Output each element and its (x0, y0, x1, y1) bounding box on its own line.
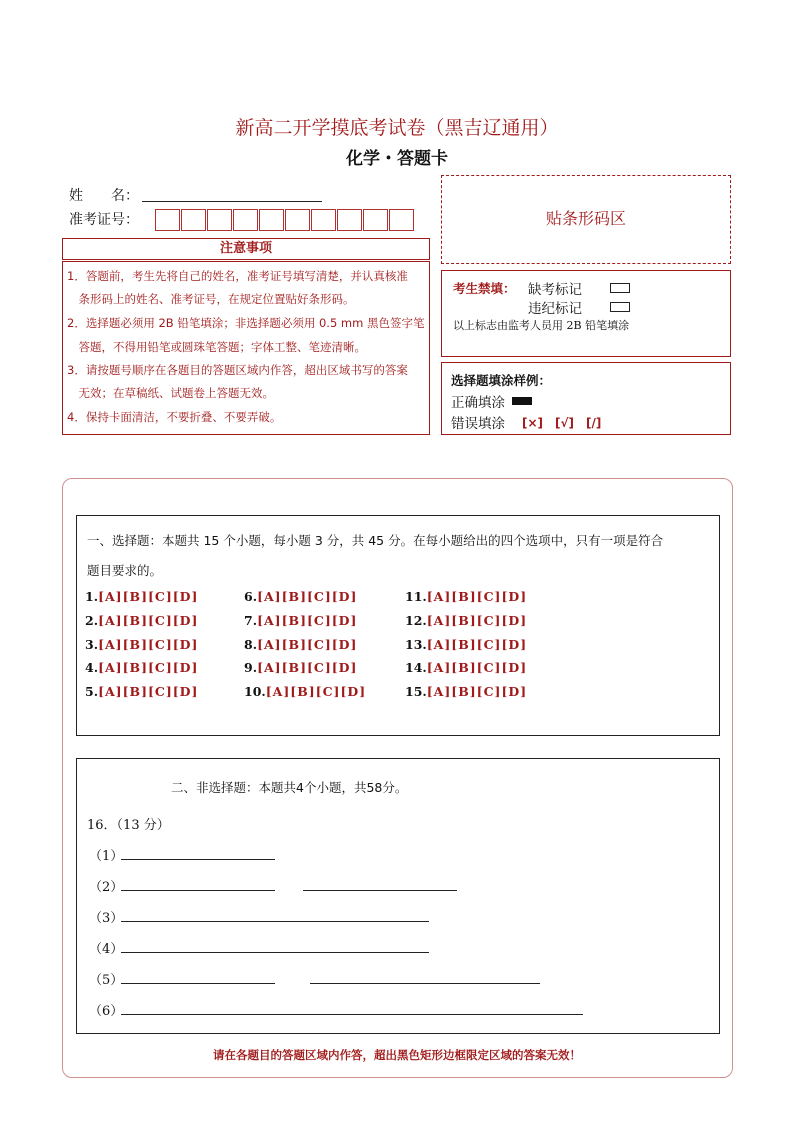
part-5-label: （5） (89, 973, 124, 988)
choice-item-9[interactable]: 9.[A][B][C][D] (244, 660, 358, 675)
choice-item-2[interactable]: 2.[A][B][C][D] (85, 613, 199, 628)
correct-label: 正确填涂 (451, 395, 505, 411)
wrong-label: 错误填涂 (451, 416, 505, 432)
id-digit-box[interactable] (207, 209, 232, 231)
notice-line: 4．保持卡面清洁，不要折叠、不要弄破。 (67, 410, 282, 424)
notice-line: 无效；在草稿纸、试题卷上答题无效。 (67, 386, 274, 400)
part-3-label: （3） (89, 911, 124, 926)
part-1-answer-line[interactable] (121, 859, 275, 860)
barcode-area: 贴条形码区 (441, 175, 731, 264)
id-label: 准考证号： (69, 212, 139, 228)
notice-line: 条形码上的姓名、准考证号，在规定位置贴好条形码。 (67, 292, 355, 306)
sample-title: 选择题填涂样例： (451, 373, 552, 388)
id-digit-box[interactable] (389, 209, 414, 231)
id-digit-box[interactable] (337, 209, 362, 231)
notice-line: 答题，不得用铅笔或圆珠笔答题；字体工整、笔迹清晰。 (67, 340, 366, 354)
part-6-label: （6） (89, 1004, 124, 1019)
examiner-only-box (441, 270, 731, 357)
choice-item-12[interactable]: 12.[A][B][C][D] (405, 613, 528, 628)
id-digit-box[interactable] (233, 209, 258, 231)
page-subtitle: 化学・答题卡 (346, 149, 448, 169)
choice-item-8[interactable]: 8.[A][B][C][D] (244, 637, 358, 652)
part-6-answer-line[interactable] (121, 1014, 583, 1015)
id-digit-box[interactable] (155, 209, 180, 231)
part-4-label: （4） (89, 942, 124, 957)
forbid-note: 以上标志由监考人员用 2B 铅笔填涂 (453, 319, 630, 332)
footer-warning: 请在各题目的答题区域内作答，超出黑色矩形边框限定区域的答案无效！ (213, 1048, 581, 1062)
choice-item-4[interactable]: 4.[A][B][C][D] (85, 660, 199, 675)
id-digit-box[interactable] (259, 209, 284, 231)
section1-instruction: 一、选择题：本题共 15 个小题，每小题 3 分，共 45 分。在每小题给出的四个选项中，只有一项是符合 (87, 533, 664, 548)
id-digit-box[interactable] (181, 209, 206, 231)
fill-sample-box (441, 362, 731, 435)
part-2-label: （2） (89, 880, 124, 895)
absent-label: 缺考标记 (528, 282, 582, 298)
id-digit-box[interactable] (363, 209, 388, 231)
section1-instruction-cont: 题目要求的。 (87, 563, 163, 578)
part-3-answer-line[interactable] (121, 921, 429, 922)
part-2-answer-line-a[interactable] (121, 890, 275, 891)
choice-item-14[interactable]: 14.[A][B][C][D] (405, 660, 528, 675)
absent-mark-box[interactable] (610, 283, 630, 293)
choice-item-13[interactable]: 13.[A][B][C][D] (405, 637, 528, 652)
correct-fill-mark (512, 397, 532, 405)
question-16-label: 16．（13 分） (87, 818, 170, 833)
choice-item-15[interactable]: 15.[A][B][C][D] (405, 684, 528, 699)
written-answer-section (76, 758, 720, 1034)
part-1-label: （1） (89, 849, 124, 864)
violation-label: 违纪标记 (528, 301, 582, 317)
choice-item-10[interactable]: 10.[A][B][C][D] (244, 684, 367, 699)
part-2-answer-line-b[interactable] (303, 890, 457, 891)
notice-heading: 注意事项 (62, 238, 430, 260)
page-title: 新高二开学摸底考试卷（黑吉辽通用） (235, 117, 559, 139)
part-5-answer-line-b[interactable] (310, 983, 540, 984)
forbid-label: 考生禁填： (453, 281, 516, 296)
id-digit-box[interactable] (285, 209, 310, 231)
name-label: 姓 名： (69, 188, 139, 204)
choice-item-5[interactable]: 5.[A][B][C][D] (85, 684, 199, 699)
name-field[interactable] (142, 201, 322, 202)
notice-line: 3．请按题号顺序在各题目的答题区域内作答，超出区域书写的答案 (67, 363, 408, 377)
notice-box (62, 261, 430, 435)
wrong-fill-marks: [×] [√] [/] (522, 416, 602, 430)
section2-instruction: 二、非选择题：本题共4个小题，共58分。 (171, 780, 408, 795)
notice-line: 2．选择题必须用 2B 铅笔填涂；非选择题必须用 0.5 mm 黑色签字笔 (67, 316, 425, 330)
id-digit-box[interactable] (311, 209, 336, 231)
choice-item-11[interactable]: 11.[A][B][C][D] (405, 589, 528, 604)
choice-item-7[interactable]: 7.[A][B][C][D] (244, 613, 358, 628)
part-4-answer-line[interactable] (121, 952, 429, 953)
notice-line: 1．答题前，考生先将自己的姓名，准考证号填写清楚，并认真核准 (67, 269, 408, 283)
violation-mark-box[interactable] (610, 302, 630, 312)
multiple-choice-section (76, 515, 720, 736)
choice-item-6[interactable]: 6.[A][B][C][D] (244, 589, 358, 604)
choice-item-3[interactable]: 3.[A][B][C][D] (85, 637, 199, 652)
part-5-answer-line-a[interactable] (121, 983, 275, 984)
choice-item-1[interactable]: 1.[A][B][C][D] (85, 589, 199, 604)
